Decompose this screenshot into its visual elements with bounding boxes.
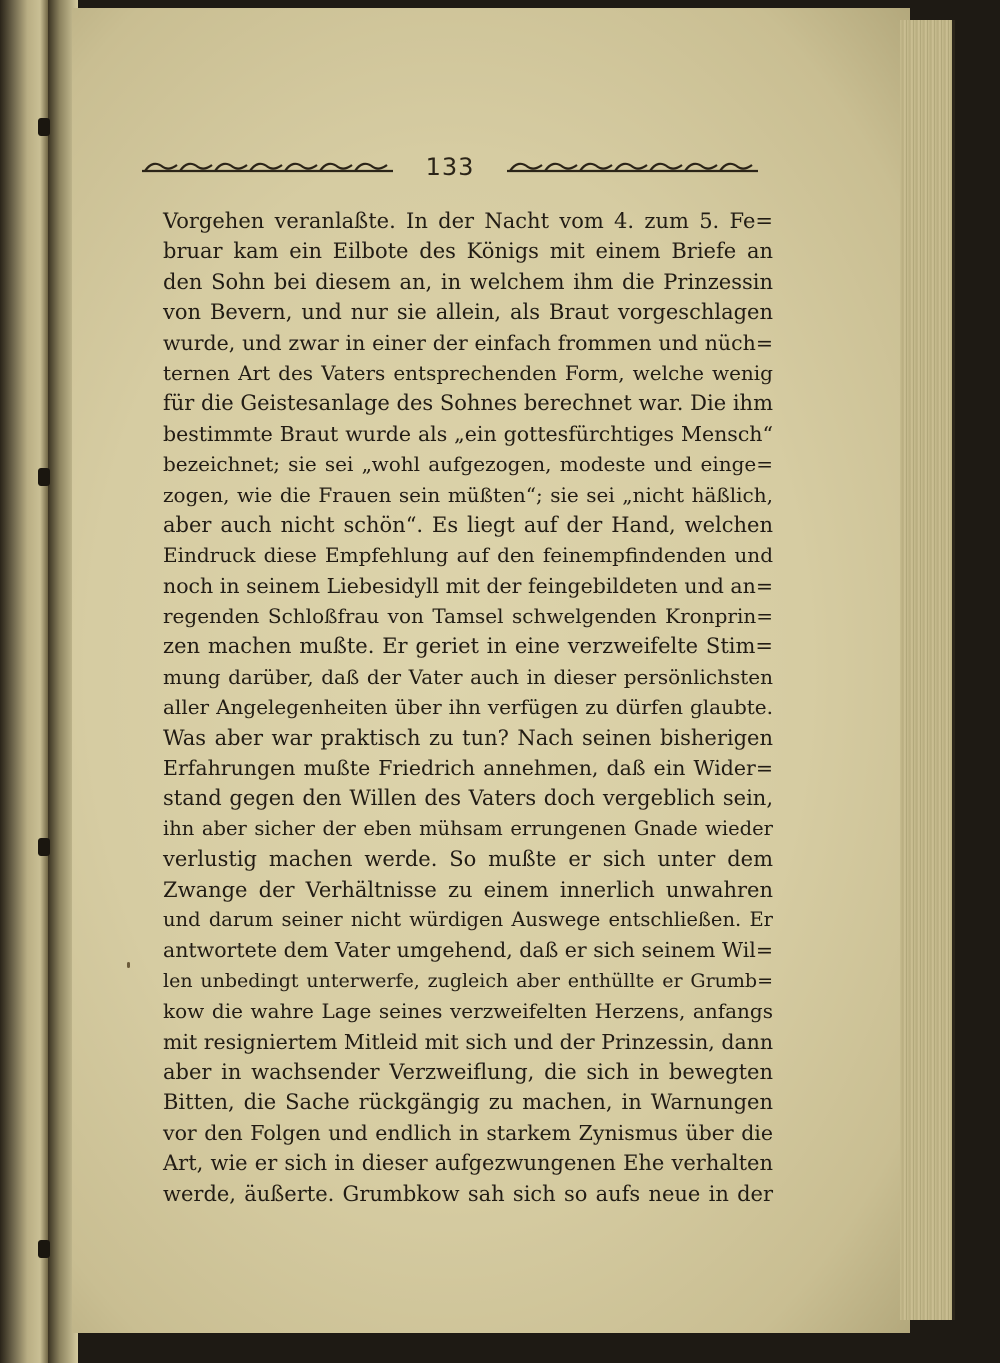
text-line: verlustig machen werde. So mußte er sich unter dem xyxy=(163,847,773,872)
text-line: zen machen mußte. Er geriet in eine verzweifelte Stim= xyxy=(163,634,773,659)
text-line: Art, wie er sich in dieser aufgezwungenen Ehe verhalten xyxy=(163,1151,773,1176)
text-line: aber auch nicht schön“. Es liegt auf der Hand, welchen xyxy=(163,512,773,537)
text-line: für die Geistesanlage des Sohnes berechnet war. Die ihm xyxy=(163,391,773,416)
binding-stitch xyxy=(38,118,50,136)
text-line: vor den Folgen und endlich in starkem Zynismus über die xyxy=(163,1120,773,1145)
text-line: Erfahrungen mußte Friedrich annehmen, daß ein Wider= xyxy=(163,756,773,781)
text-line: mit resigniertem Mitleid mit sich und der Prinzessin, dann xyxy=(163,1029,774,1054)
text-line: mung darüber, daß der Vater auch in dieser persönlichsten xyxy=(163,664,773,689)
text-line: noch in seinem Liebesidyll mit der feingebildeten und an= xyxy=(163,573,773,598)
binding-stitch xyxy=(38,838,50,856)
text-line: von Bevern, und nur sie allein, als Braut vorgeschlagen xyxy=(163,300,773,325)
text-line: bezeichnet; sie sei „wohl aufgezogen, modeste und einge= xyxy=(163,452,773,477)
text-line: len unbedingt unterwerfe, zugleich aber enthüllte er Grumb= xyxy=(163,969,773,992)
text-line: regenden Schloßfrau von Tamsel schwelgenden Kronprin= xyxy=(163,604,773,629)
text-line: zogen, wie die Frauen sein müßten“; sie sei „nicht häßlich, xyxy=(163,482,773,507)
page-number: 133 xyxy=(425,153,475,181)
text-line: ihn aber sicher der eben mühsam errungenen Gnade wieder xyxy=(163,816,773,840)
body-text xyxy=(163,206,773,1209)
binding-stitch xyxy=(38,1240,50,1258)
text-line: Eindruck diese Empfehlung auf den feinempfindenden und xyxy=(163,543,773,568)
page-block-edges xyxy=(900,20,955,1320)
text-line: werde, äußerte. Grumbkow sah sich so aufs neue in der xyxy=(163,1181,773,1206)
text-line: stand gegen den Willen des Vaters doch vergeblich sein, xyxy=(163,786,773,811)
paper-speck xyxy=(127,962,130,968)
text-line: aller Angelegenheiten über ihn verfügen zu dürfen glaubte. xyxy=(163,695,773,720)
text-line: den Sohn bei diesem an, in welchem ihm die Prinzessin xyxy=(163,269,773,294)
text-line: bestimmte Braut wurde als „ein gottesfürchtiges Mensch“ xyxy=(163,421,773,446)
right-ornament-icon xyxy=(505,159,760,175)
text-line: kow die wahre Lage seines verzweifelten Herzens, anfangs xyxy=(163,999,773,1024)
text-line: Was aber war praktisch zu tun? Nach seinen bisherigen xyxy=(163,725,773,750)
page-header xyxy=(140,150,760,184)
text-line: wurde, und zwar in einer der einfach frommen und nüch= xyxy=(163,330,773,355)
binding-stitch xyxy=(38,468,50,486)
text-line: Zwange der Verhältnisse zu einem innerlich unwahren xyxy=(163,877,773,902)
text-line: aber in wachsender Verzweiflung, die sich in bewegten xyxy=(163,1059,773,1084)
text-line: Bitten, die Sache rückgängig zu machen, in Warnungen xyxy=(163,1090,773,1115)
text-line: ternen Art des Vaters entsprechenden Form, welche wenig xyxy=(163,360,773,385)
text-line: bruar kam ein Eilbote des Königs mit einem Briefe an xyxy=(163,239,773,264)
text-line: Vorgehen veranlaßte. In der Nacht vom 4. zum 5. Fe= xyxy=(163,209,773,233)
text-line: und darum seiner nicht würdigen Auswege entschließen. Er xyxy=(163,907,773,931)
text-line: antwortete dem Vater umgehend, daß er sich seinem Wil= xyxy=(163,938,774,963)
left-page-edge xyxy=(0,0,50,1363)
left-ornament-icon xyxy=(140,159,395,175)
